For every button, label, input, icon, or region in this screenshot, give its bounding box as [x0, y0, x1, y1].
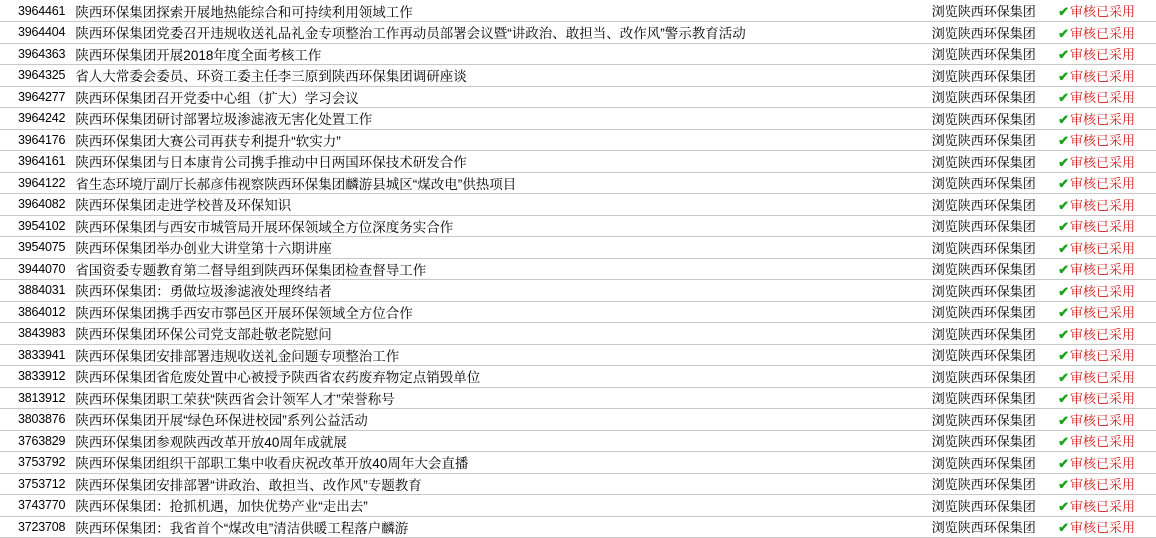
status-badge [1056, 215, 1156, 237]
row-id: 3843983 [18, 326, 66, 341]
status-text: 审核已采用 [1069, 262, 1135, 278]
status-text: 审核已采用 [1069, 176, 1135, 192]
row-id: 3964404 [18, 25, 66, 40]
status-badge [1056, 65, 1156, 87]
row-id: 3864012 [18, 304, 66, 319]
status-badge [1056, 151, 1156, 173]
status-badge [1056, 237, 1156, 259]
check-icon: ✔ [1058, 262, 1069, 278]
table-row[interactable] [0, 280, 1156, 302]
check-icon: ✔ [1058, 133, 1069, 149]
status-badge [1056, 430, 1156, 452]
row-browse-link[interactable]: 浏览陕西环保集团 [931, 240, 1036, 256]
status-text: 审核已采用 [1069, 197, 1135, 213]
status-text: 审核已采用 [1069, 520, 1135, 536]
check-icon: ✔ [1058, 111, 1069, 127]
status-text: 审核已采用 [1069, 240, 1135, 256]
status-text: 审核已采用 [1069, 498, 1135, 514]
row-id: 3964242 [18, 111, 66, 126]
status-badge [1056, 409, 1156, 431]
check-icon: ✔ [1058, 4, 1069, 19]
row-browse-link[interactable]: 浏览陕西环保集团 [931, 90, 1036, 106]
status-text: 审核已采用 [1069, 90, 1135, 106]
row-id: 3954102 [18, 218, 66, 233]
status-text: 审核已采用 [1069, 219, 1135, 235]
row-title[interactable]: 陕西环保集团举办创业大讲堂第十六期讲座 [75, 241, 332, 257]
row-id: 3753792 [18, 455, 66, 470]
row-title[interactable]: 陕西环保集团职工荣获“陕西省会计领军人才”荣誉称号 [75, 391, 395, 407]
check-icon: ✔ [1058, 283, 1069, 299]
check-icon: ✔ [1058, 176, 1069, 192]
table-row[interactable] [0, 366, 1156, 388]
check-icon: ✔ [1058, 197, 1069, 213]
row-title[interactable]: 陕西环保集团参观陕西改革开放40周年成就展 [75, 434, 347, 450]
status-badge [1056, 516, 1156, 538]
table-row[interactable] [0, 108, 1156, 130]
row-browse-link[interactable]: 浏览陕西环保集团 [931, 326, 1036, 342]
table-row[interactable] [0, 65, 1156, 87]
table-row[interactable] [0, 0, 1156, 22]
status-badge [1056, 344, 1156, 366]
table-row[interactable] [0, 495, 1156, 517]
row-title[interactable]: 陕西环保集团探索开展地热能综合和可持续利用领域工作 [75, 4, 413, 20]
row-id: 3964277 [18, 89, 66, 104]
row-id: 3743770 [18, 498, 66, 513]
check-icon: ✔ [1058, 520, 1069, 536]
row-browse-link[interactable]: 浏览陕西环保集团 [931, 498, 1036, 514]
table-row[interactable] [0, 237, 1156, 259]
row-id: 3964325 [18, 68, 66, 83]
status-text: 审核已采用 [1069, 305, 1135, 321]
row-id: 3944070 [18, 261, 66, 276]
row-browse-link[interactable]: 浏览陕西环保集团 [931, 369, 1036, 385]
row-id: 3723708 [18, 519, 66, 534]
check-icon: ✔ [1058, 326, 1069, 342]
row-title[interactable]: 陕西环保集团：抢抓机遇，加快优势产业“走出去” [75, 499, 368, 515]
status-text: 审核已采用 [1069, 326, 1135, 342]
table-row[interactable] [0, 409, 1156, 431]
row-title[interactable]: 陕西环保集团安排部署“讲政治、敢担当、改作风”专题教育 [75, 477, 422, 493]
table-row[interactable] [0, 151, 1156, 173]
table-row[interactable] [0, 172, 1156, 194]
row-browse-link[interactable]: 浏览陕西环保集团 [931, 25, 1036, 41]
table-row[interactable] [0, 22, 1156, 44]
status-badge [1056, 22, 1156, 44]
status-text: 审核已采用 [1069, 412, 1135, 428]
row-id: 3753712 [18, 476, 66, 491]
status-text: 审核已采用 [1069, 391, 1135, 407]
status-badge [1056, 108, 1156, 130]
status-text: 审核已采用 [1069, 369, 1135, 385]
row-browse-link[interactable]: 浏览陕西环保集团 [931, 305, 1036, 321]
row-title[interactable]: 陕西环保集团召开党委中心组（扩大）学习会议 [75, 90, 359, 106]
status-text: 审核已采用 [1069, 4, 1135, 19]
check-icon: ✔ [1058, 477, 1069, 493]
row-id: 3954075 [18, 240, 66, 255]
check-icon: ✔ [1058, 154, 1069, 170]
row-title[interactable]: 陕西环保集团：勇做垃圾渗滤液处理终结者 [75, 284, 332, 300]
status-badge [1056, 452, 1156, 474]
row-browse-link[interactable]: 浏览陕西环保集团 [931, 219, 1036, 235]
table-row[interactable] [0, 43, 1156, 65]
row-title[interactable]: 陕西环保集团：我省首个“煤改电”清洁供暖工程落户麟游 [75, 520, 409, 536]
status-badge [1056, 258, 1156, 280]
row-title[interactable]: 陕西环保集团走进学校普及环保知识 [75, 198, 292, 214]
check-icon: ✔ [1058, 391, 1069, 407]
check-icon: ✔ [1058, 498, 1069, 514]
table-row[interactable] [0, 258, 1156, 280]
row-title[interactable]: 陕西环保集团大赛公司再获专利提升“软实力” [75, 133, 341, 149]
row-title[interactable]: 陕西环保集团与西安市城管局开展环保领域全方位深度务实合作 [75, 219, 454, 235]
status-text: 审核已采用 [1069, 68, 1135, 84]
status-text: 审核已采用 [1069, 47, 1135, 63]
row-browse-link[interactable]: 浏览陕西环保集团 [931, 133, 1036, 149]
row-id: 3763829 [18, 433, 66, 448]
row-browse-link[interactable]: 浏览陕西环保集团 [931, 197, 1036, 213]
status-badge [1056, 301, 1156, 323]
status-badge [1056, 495, 1156, 517]
row-title[interactable]: 陕西环保集团开展2018年度全面考核工作 [75, 47, 322, 63]
row-browse-link[interactable]: 浏览陕西环保集团 [931, 477, 1036, 493]
table-row[interactable] [0, 387, 1156, 409]
status-text: 审核已采用 [1069, 283, 1135, 299]
row-browse-link[interactable]: 浏览陕西环保集团 [931, 176, 1036, 192]
status-text: 审核已采用 [1069, 25, 1135, 41]
row-title[interactable]: 省国资委专题教育第二督导组到陕西环保集团检查督导工作 [75, 262, 427, 278]
status-badge [1056, 194, 1156, 216]
check-icon: ✔ [1058, 219, 1069, 235]
row-title[interactable]: 陕西环保集团与日本康肯公司携手推动中日两国环保技术研发合作 [75, 155, 467, 171]
status-text: 审核已采用 [1069, 133, 1135, 149]
check-icon: ✔ [1058, 25, 1069, 41]
row-id: 3964461 [18, 3, 66, 18]
check-icon: ✔ [1058, 47, 1069, 63]
row-id: 3833912 [18, 369, 66, 384]
row-browse-link[interactable]: 浏览陕西环保集团 [931, 520, 1036, 536]
row-title[interactable]: 陕西环保集团携手西安市鄠邑区开展环保领域全方位合作 [75, 305, 413, 321]
row-browse-link[interactable]: 浏览陕西环保集团 [931, 434, 1036, 450]
row-id: 3964363 [18, 46, 66, 61]
status-badge [1056, 129, 1156, 151]
table-row[interactable] [0, 194, 1156, 216]
row-title[interactable]: 陕西环保集团安排部署违规收送礼金问题专项整治工作 [75, 348, 400, 364]
status-badge [1056, 172, 1156, 194]
row-id: 3964161 [18, 154, 66, 169]
check-icon: ✔ [1058, 369, 1069, 385]
status-text: 审核已采用 [1069, 477, 1135, 493]
table-row[interactable] [0, 430, 1156, 452]
row-id: 3964176 [18, 132, 66, 147]
row-id: 3884031 [18, 283, 66, 298]
status-badge [1056, 86, 1156, 108]
row-title[interactable]: 陕西环保集团开展“绿色环保进校园”系列公益活动 [75, 413, 368, 429]
row-browse-link[interactable]: 浏览陕西环保集团 [931, 262, 1036, 278]
status-badge [1056, 473, 1156, 495]
row-id: 3803876 [18, 412, 66, 427]
row-title[interactable]: 陕西环保集团研讨部署垃圾渗滤液无害化处置工作 [75, 112, 373, 128]
check-icon: ✔ [1058, 90, 1069, 106]
status-badge [1056, 43, 1156, 65]
table-row[interactable] [0, 215, 1156, 237]
table-row[interactable] [0, 344, 1156, 366]
row-browse-link[interactable]: 浏览陕西环保集团 [931, 47, 1036, 63]
check-icon: ✔ [1058, 305, 1069, 321]
row-id: 3964082 [18, 197, 66, 212]
status-badge [1056, 280, 1156, 302]
table-row[interactable] [0, 129, 1156, 151]
row-browse-link[interactable]: 浏览陕西环保集团 [931, 412, 1036, 428]
status-badge [1056, 387, 1156, 409]
check-icon: ✔ [1058, 348, 1069, 364]
table-row[interactable] [0, 452, 1156, 474]
row-title[interactable]: 陕西环保集团省危废处置中心被授予陕西省农药废弃物定点销毁单位 [75, 370, 481, 386]
row-browse-link[interactable]: 浏览陕西环保集团 [931, 348, 1036, 364]
status-text: 审核已采用 [1069, 434, 1135, 450]
table-row[interactable] [0, 86, 1156, 108]
row-title[interactable]: 省生态环境厅副厅长郝彦伟视察陕西环保集团麟游县城区“煤改电”供热项目 [75, 176, 517, 192]
row-id: 3813912 [18, 390, 66, 405]
status-text: 审核已采用 [1069, 455, 1135, 471]
check-icon: ✔ [1058, 455, 1069, 471]
check-icon: ✔ [1058, 434, 1069, 450]
check-icon: ✔ [1058, 240, 1069, 256]
status-text: 审核已采用 [1069, 111, 1135, 127]
status-badge [1056, 323, 1156, 345]
status-text: 审核已采用 [1069, 154, 1135, 170]
row-browse-link[interactable]: 浏览陕西环保集团 [931, 391, 1036, 407]
status-badge [1056, 0, 1156, 22]
check-icon: ✔ [1058, 68, 1069, 84]
row-browse-link[interactable]: 浏览陕西环保集团 [931, 283, 1036, 299]
row-browse-link[interactable]: 浏览陕西环保集团 [931, 68, 1036, 84]
table-row[interactable] [0, 516, 1156, 538]
status-badge [1056, 366, 1156, 388]
check-icon: ✔ [1058, 412, 1069, 428]
table-row[interactable] [0, 473, 1156, 495]
row-title[interactable]: 陕西环保集团组织干部职工集中收看庆祝改革开放40周年大会直播 [75, 456, 469, 472]
row-browse-link[interactable]: 浏览陕西环保集团 [931, 455, 1036, 471]
row-title[interactable]: 陕西环保集团环保公司党支部赴敬老院慰问 [75, 327, 332, 343]
row-title[interactable]: 省人大常委会委员、环资工委主任李三原到陕西环保集团调研座谈 [75, 69, 467, 85]
row-browse-link[interactable]: 浏览陕西环保集团 [931, 4, 1036, 19]
row-id: 3833941 [18, 347, 66, 362]
table-row[interactable] [0, 323, 1156, 345]
row-browse-link[interactable]: 浏览陕西环保集团 [931, 111, 1036, 127]
row-title[interactable]: 陕西环保集团党委召开违规收送礼品礼金专项整治工作再动员部署会议暨“讲政治、敢担当、改作风”警示教育活动 [75, 26, 746, 42]
row-browse-link[interactable]: 浏览陕西环保集团 [931, 154, 1036, 170]
row-id: 3964122 [18, 175, 66, 190]
status-text: 审核已采用 [1069, 348, 1135, 364]
table-row[interactable] [0, 301, 1156, 323]
